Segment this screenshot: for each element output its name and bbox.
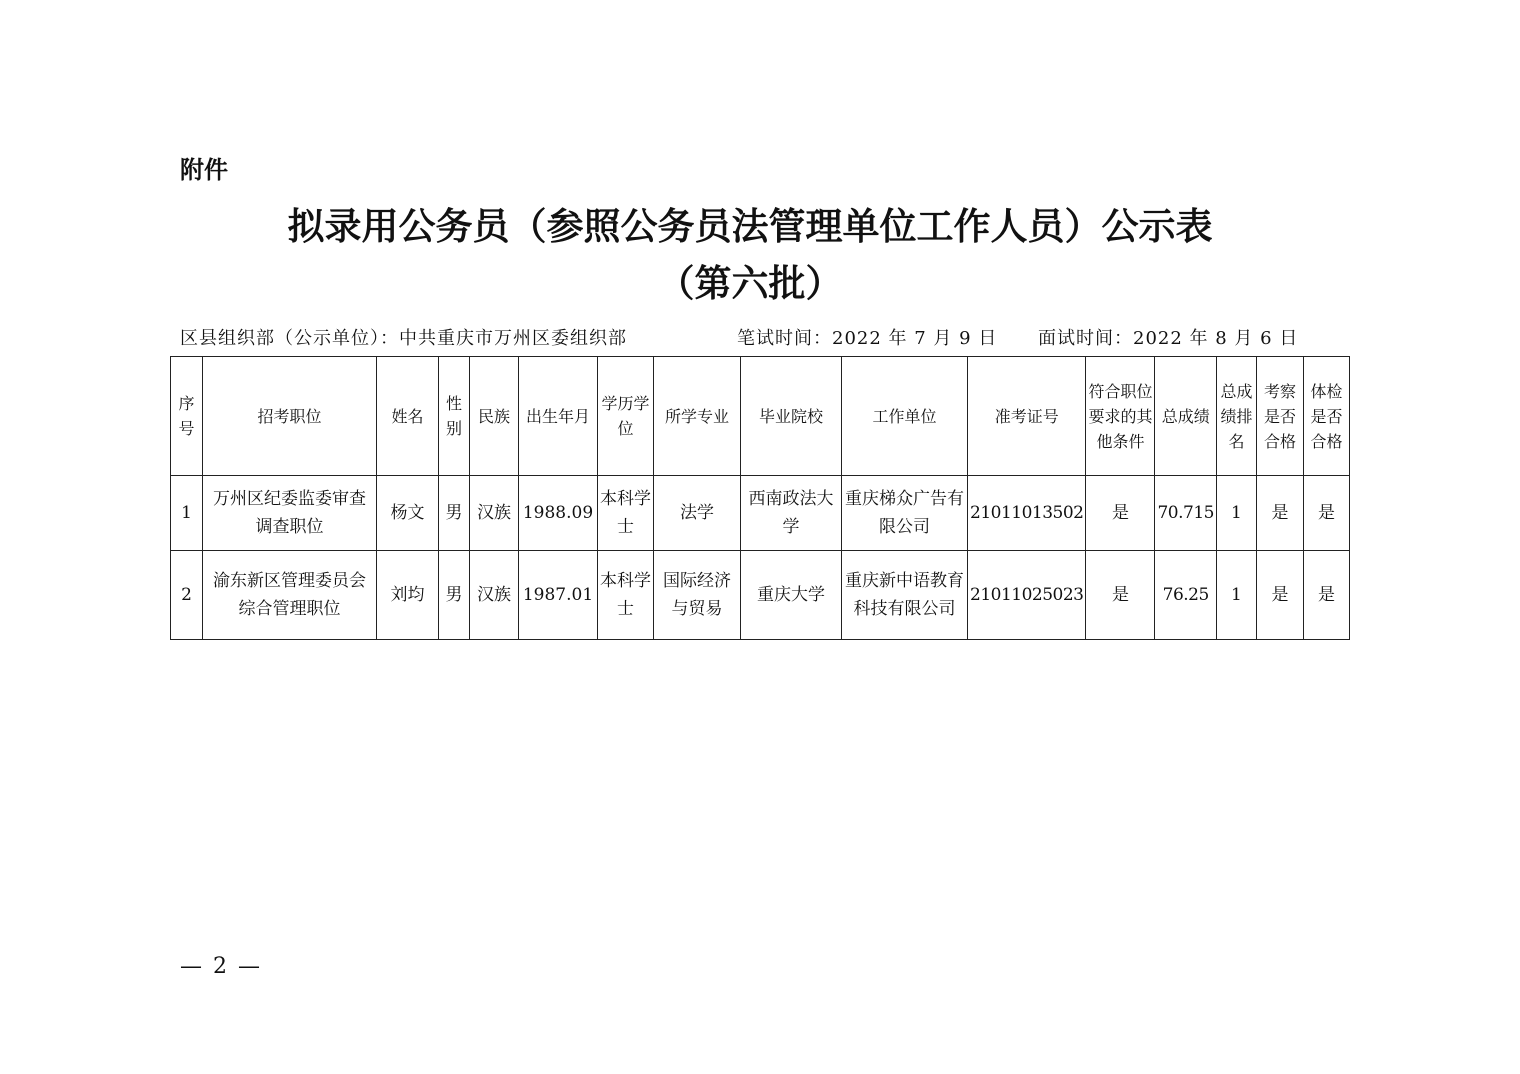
col-header-exam-id: 准考证号 bbox=[968, 357, 1086, 476]
cell-position: 渝东新区管理委员会综合管理职位 bbox=[203, 551, 377, 640]
page-number: — 2 — bbox=[180, 954, 262, 979]
interview-date: 面试时间：2022 年 8 月 6 日 bbox=[1038, 328, 1299, 349]
cell-gender: 男 bbox=[439, 476, 470, 551]
written-exam-date: 笔试时间：2022 年 7 月 9 日 bbox=[737, 328, 998, 349]
col-header-major: 所学专业 bbox=[654, 357, 741, 476]
cell-name: 杨文 bbox=[377, 476, 439, 551]
document-subtitle: （第六批） bbox=[657, 262, 843, 305]
cell-degree: 本科学士 bbox=[598, 551, 654, 640]
cell-rank: 1 bbox=[1216, 476, 1256, 551]
cell-total-score: 70.715 bbox=[1155, 476, 1216, 551]
attachment-label: 附件 bbox=[180, 156, 228, 184]
table-header-row bbox=[171, 357, 1350, 476]
cell-major: 国际经济与贸易 bbox=[654, 551, 741, 640]
col-header-inspection: 考察是否合格 bbox=[1256, 357, 1303, 476]
cell-medical: 是 bbox=[1303, 476, 1349, 551]
cell-employer: 重庆新中语教育科技有限公司 bbox=[842, 551, 968, 640]
col-header-rank: 总成绩排名 bbox=[1216, 357, 1256, 476]
cell-exam-id: 21011025023 bbox=[968, 551, 1086, 640]
cell-rank: 1 bbox=[1216, 551, 1256, 640]
cell-name: 刘均 bbox=[377, 551, 439, 640]
col-header-other-conditions: 符合职位要求的其他条件 bbox=[1086, 357, 1155, 476]
cell-school: 重庆大学 bbox=[741, 551, 842, 640]
document-title: 拟录用公务员（参照公务员法管理单位工作人员）公示表 bbox=[287, 205, 1213, 248]
cell-major: 法学 bbox=[654, 476, 741, 551]
cell-school: 西南政法大学 bbox=[741, 476, 842, 551]
cell-degree: 本科学士 bbox=[598, 476, 654, 551]
cell-medical: 是 bbox=[1303, 551, 1349, 640]
cell-birth: 1988.09 bbox=[519, 476, 598, 551]
cell-ethnicity: 汉族 bbox=[470, 476, 519, 551]
cell-other-conditions: 是 bbox=[1086, 476, 1155, 551]
cell-employer: 重庆梯众广告有限公司 bbox=[842, 476, 968, 551]
col-header-index: 序号 bbox=[171, 357, 203, 476]
cell-inspection: 是 bbox=[1256, 551, 1303, 640]
candidate-table bbox=[170, 356, 1350, 640]
col-header-school: 毕业院校 bbox=[741, 357, 842, 476]
col-header-employer: 工作单位 bbox=[842, 357, 968, 476]
col-header-position: 招考职位 bbox=[203, 357, 377, 476]
col-header-birth: 出生年月 bbox=[519, 357, 598, 476]
col-header-degree: 学历学位 bbox=[598, 357, 654, 476]
cell-index: 2 bbox=[171, 551, 203, 640]
cell-position: 万州区纪委监委审查调查职位 bbox=[203, 476, 377, 551]
cell-ethnicity: 汉族 bbox=[470, 551, 519, 640]
cell-other-conditions: 是 bbox=[1086, 551, 1155, 640]
col-header-medical: 体检是否合格 bbox=[1303, 357, 1349, 476]
cell-birth: 1987.01 bbox=[519, 551, 598, 640]
col-header-gender: 性别 bbox=[439, 357, 470, 476]
col-header-ethnicity: 民族 bbox=[470, 357, 519, 476]
cell-exam-id: 21011013502 bbox=[968, 476, 1086, 551]
cell-gender: 男 bbox=[439, 551, 470, 640]
cell-index: 1 bbox=[171, 476, 203, 551]
publishing-unit: 区县组织部（公示单位）：中共重庆市万州区委组织部 bbox=[180, 328, 627, 349]
table-row bbox=[171, 551, 1350, 640]
cell-inspection: 是 bbox=[1256, 476, 1303, 551]
col-header-name: 姓名 bbox=[377, 357, 439, 476]
col-header-total-score: 总成绩 bbox=[1155, 357, 1216, 476]
cell-total-score: 76.25 bbox=[1155, 551, 1216, 640]
table-row bbox=[171, 476, 1350, 551]
